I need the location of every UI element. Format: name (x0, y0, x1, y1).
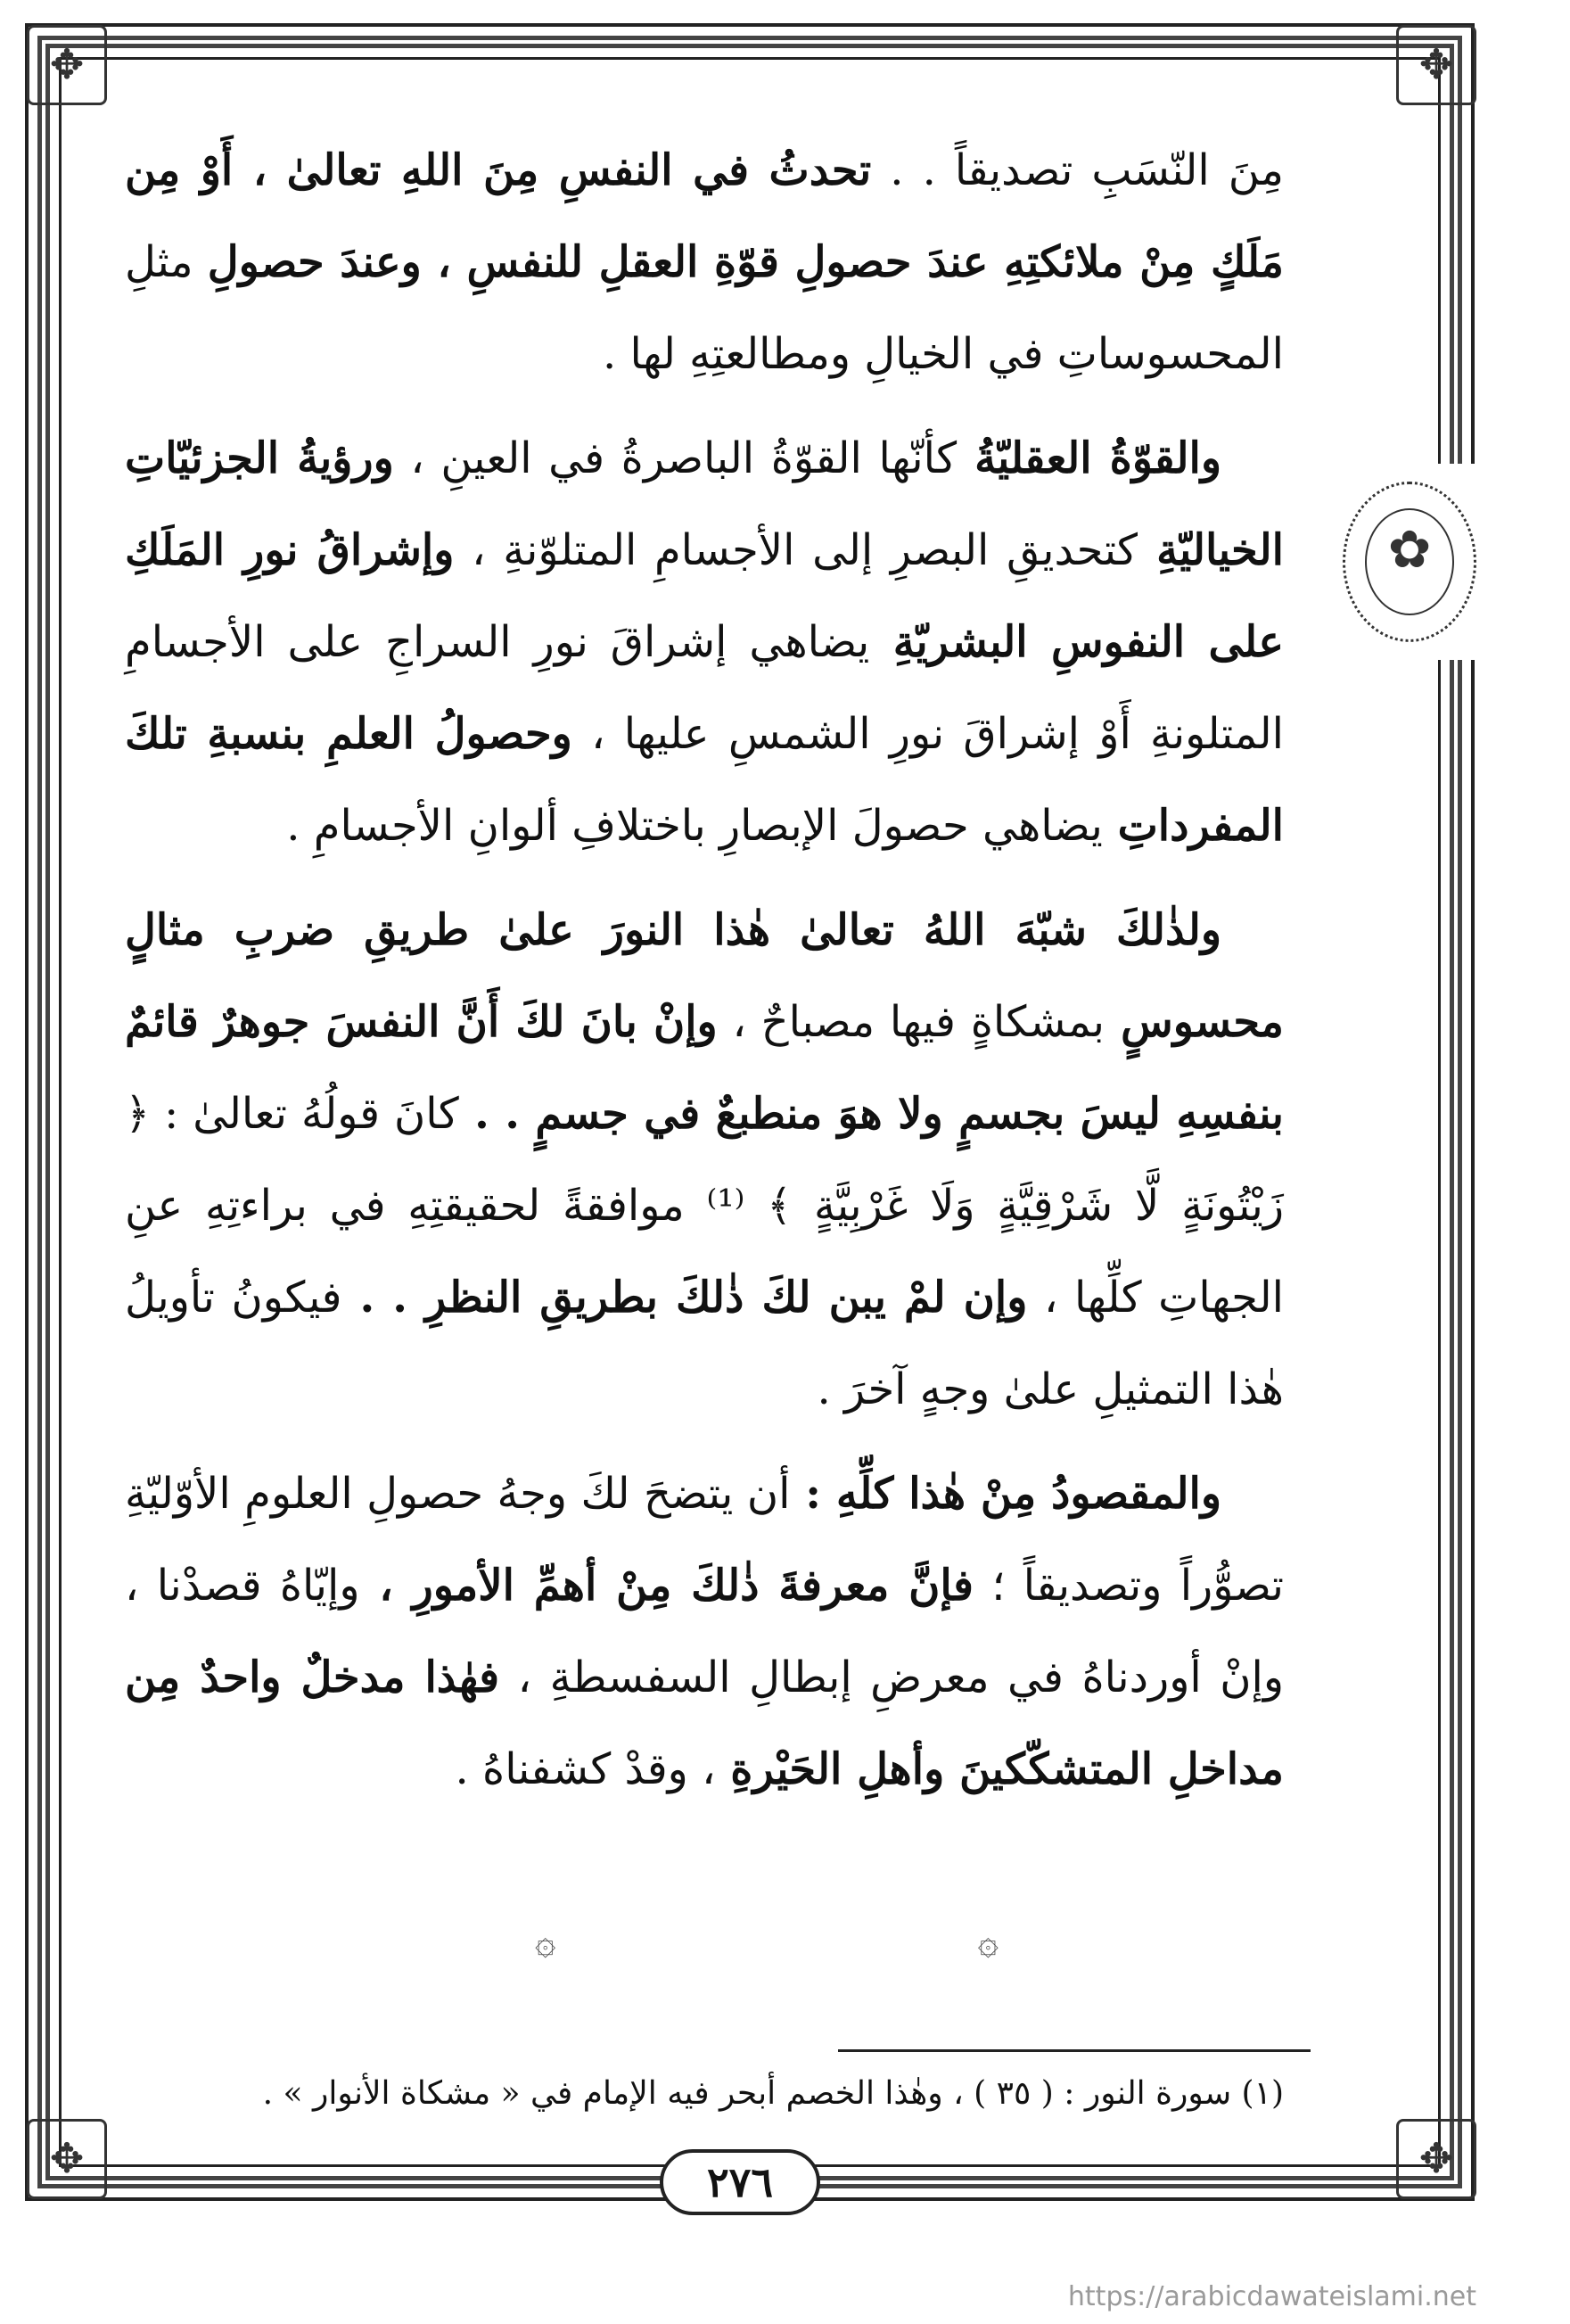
page-body-text (125, 125, 1284, 1828)
bold-text-run: فإنَّ معرفةَ ذٰلكَ مِنْ أهمِّ الأمورِ ، (359, 1561, 974, 1611)
separator-ornament-icon: ۞ (535, 1922, 556, 1963)
bold-text-run: وإن لمْ يبن لكَ ذٰلكَ بطريقِ النظرِ . . (341, 1273, 1028, 1323)
text-run: بمشكاةٍ فيها مصباحٌ ، (717, 997, 1105, 1047)
text-run: كتحديقِ البصرِ إلى الأجسامِ المتلوّنةِ ، (454, 525, 1138, 575)
bold-text-run: وحصولُ العلمِ بنسبةِ تلكَ المفرداتِ (125, 709, 1284, 851)
paragraph (125, 1448, 1284, 1816)
corner-ornament-top-right-icon (1396, 25, 1476, 105)
bold-text-run: والقوّةُ العقليّةُ (957, 433, 1222, 483)
watermark-url: https://arabicdawateislami.net (1067, 2281, 1476, 2312)
footnote-divider (838, 2049, 1311, 2052)
text-run: مِنَ النّسَبِ تصديقاً . . (871, 145, 1285, 195)
text-run: ، وقدْ كشفناهُ . (455, 1744, 716, 1794)
page-number: ٢٧٦ (660, 2149, 820, 2215)
bold-text-run: تحدثُ في النفسِ مِنَ اللهِ تعالىٰ ، أَوْ مِن مَلَكٍ مِنْ ملائكتِهِ عندَ حصولِ قوّةِ العقلِ للنفسِ ، وعندَ حصولِ (125, 145, 1284, 287)
text-run: أن يتضحَ لكَ وجهُ حصولِ العلومِ الأوّليّةِ تصوُّراً وتصديقاً ؛ (125, 1469, 1285, 1611)
text-run: مثلِ المحسوساتِ في الخيالِ ومطالعتِهِ لها . (125, 237, 1284, 379)
separator-ornament-icon: ۞ (977, 1922, 999, 1963)
bold-text-run: فهٰذا مدخلٌ واحدٌ مِن مداخلِ المتشكّكينَ وأهلِ الحَيْرةِ (125, 1652, 1284, 1794)
paragraph (125, 125, 1284, 400)
corner-ornament-bottom-right-icon (1396, 2119, 1476, 2199)
corner-ornament-top-left-icon (27, 25, 107, 105)
text-run: كانَ قولُهُ تعالىٰ : ﴿ زَيْتُونَةٍ لَّا شَرْقِيَّةٍ وَلَا غَرْبِيَّةٍ ﴾ ⁽¹⁾ موافقةً لحقيقتِهِ في براءتِهِ عنِ الجهاتِ كلِّها ، (125, 1089, 1285, 1323)
side-medallion-ornament-icon: ✿ (1334, 464, 1485, 660)
bold-text-run: وإنْ بانَ لكَ أَنَّ النفسَ جوهرٌ قائمٌ بنفسِهِ ليسَ بجسمٍ ولا هوَ منطبعٌ في جسمٍ . . (125, 997, 1285, 1139)
bold-text-run: والمقصودُ مِنْ هٰذا كلِّهِ : (790, 1469, 1221, 1519)
text-run: كأنّها القوّةُ الباصرةُ في العينِ ، (393, 433, 958, 483)
section-separator (535, 1922, 999, 1963)
bold-text-run: وإشراقُ نورِ المَلَكِ على النفوسِ البشريّةِ (125, 525, 1284, 667)
paragraph (125, 885, 1284, 1436)
text-run: يضاهي حصولَ الإبصارِ باختلافِ ألوانِ الأجسامِ . (286, 801, 1103, 851)
text-run: وإيّاهُ قصدْنا ، وإنْ أوردناهُ في معرضِ إبطالِ السفسطةِ ، (125, 1561, 1284, 1702)
text-run: فيكونُ تأويلُ هٰذا التمثيلِ علىٰ وجهٍ آخرَ . (125, 1273, 1284, 1414)
corner-ornament-bottom-left-icon (27, 2119, 107, 2199)
bold-text-run: ولذٰلكَ شبّهَ اللهُ تعالىٰ هٰذا النورَ علىٰ طريقِ ضربِ مثالٍ محسوسٍ (125, 905, 1285, 1047)
text-run: يضاهي إشراقَ نورِ السراجِ على الأجسامِ المتلونةِ أَوْ إشراقَ نورِ الشمسِ عليها ، (125, 617, 1285, 759)
footnote: (١) سورة النور : ( ٣٥ ) ، وهٰذا الخصم أبحر فيه الإمام في « مشكاة الأنوار » . (262, 2075, 1284, 2112)
paragraph (125, 413, 1284, 872)
bold-text-run: ورؤيةُ الجزئيّاتِ الخياليّةِ (125, 433, 1284, 575)
